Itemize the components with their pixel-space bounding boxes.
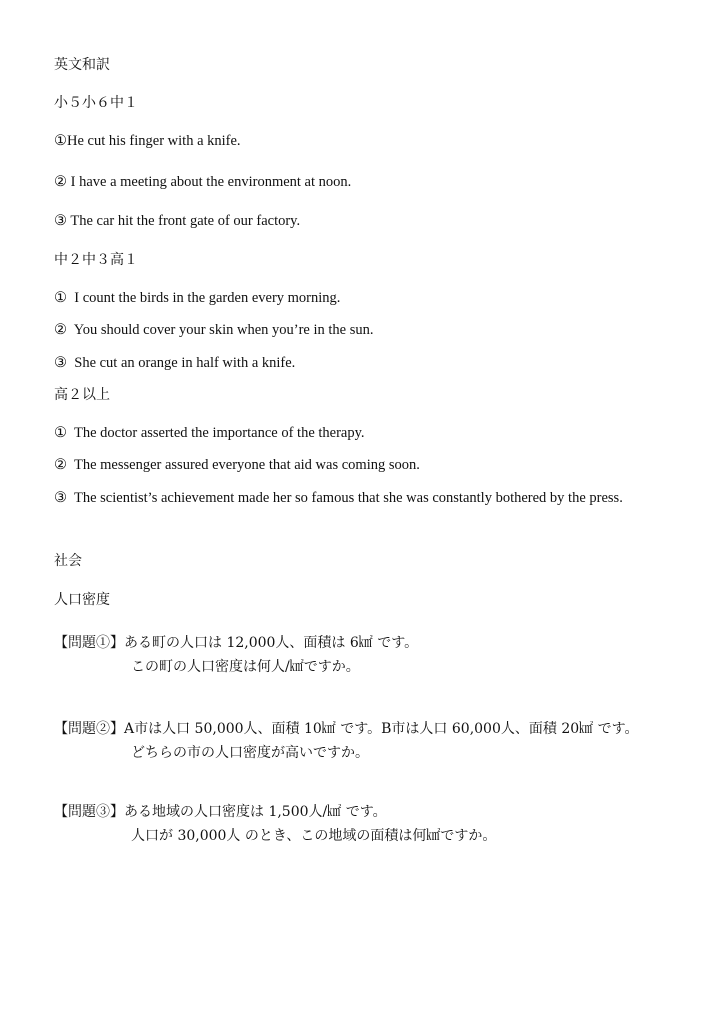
group-label: 高２以上 [54,387,110,403]
sentence-item [54,133,241,150]
sentence-text: She cut an orange in half with a knife. [67,355,296,371]
sentence-text: The scientist’s achievement made her so famous that she was constantly bothered by the press. [67,490,623,506]
problem-item [54,721,639,761]
item-number: ② [54,322,67,338]
sentence-item [54,355,295,372]
sentence-text: I have a meeting about the environment at noon. [67,174,352,190]
sentence-text: The car hit the front gate of our factory. [67,213,301,229]
problem-item [54,635,419,675]
sentence-text: He cut his finger with a knife. [67,133,241,149]
problem-line: A市は人口 50,000人、面積 10㎢ です。B市は人口 60,000人、面積 20㎢ です。 [124,721,639,737]
sentence-item [54,457,420,474]
problem-line: ある地域の人口密度は 1,500人/㎢ です。 [124,804,387,820]
item-number: ② [54,174,67,190]
group-label: 中２中３高１ [54,252,138,268]
problem-tag: 【問題②】 [54,721,124,737]
sentence-text: You should cover your skin when you’re in the sun. [67,322,374,338]
english-heading: 英文和訳 [54,57,110,73]
sentence-item [54,425,365,442]
group-label: 小５小６中１ [54,95,138,111]
sentence-item [54,322,374,339]
item-number: ③ [54,213,67,229]
problem-line: この町の人口密度は何人/㎢ですか。 [131,659,360,675]
problem-line: ある町の人口は 12,000人、面積は 6㎢ です。 [124,635,419,651]
item-number: ① [54,133,67,149]
sentence-text: The messenger assured everyone that aid was coming soon. [67,457,420,473]
social-heading: 社会 [54,553,82,569]
topic-title: 人口密度 [54,592,110,608]
item-number: ③ [54,490,67,506]
problem-item [54,804,497,844]
sentence-text: I count the birds in the garden every morning. [67,290,341,306]
sentence-item [54,174,351,191]
problem-line: 人口が 30,000人 のとき、この地域の面積は何㎢ですか。 [131,828,497,844]
sentence-item [54,290,340,307]
item-number: ① [54,290,67,306]
sentence-item [54,213,300,230]
item-number: ① [54,425,67,441]
problem-tag: 【問題①】 [54,635,124,651]
item-number: ③ [54,355,67,371]
problem-tag: 【問題③】 [54,804,124,820]
item-number: ② [54,457,67,473]
sentence-item [54,490,623,507]
problem-line: どちらの市の人口密度が高いですか。 [131,745,369,761]
sentence-text: The doctor asserted the importance of the therapy. [67,425,365,441]
